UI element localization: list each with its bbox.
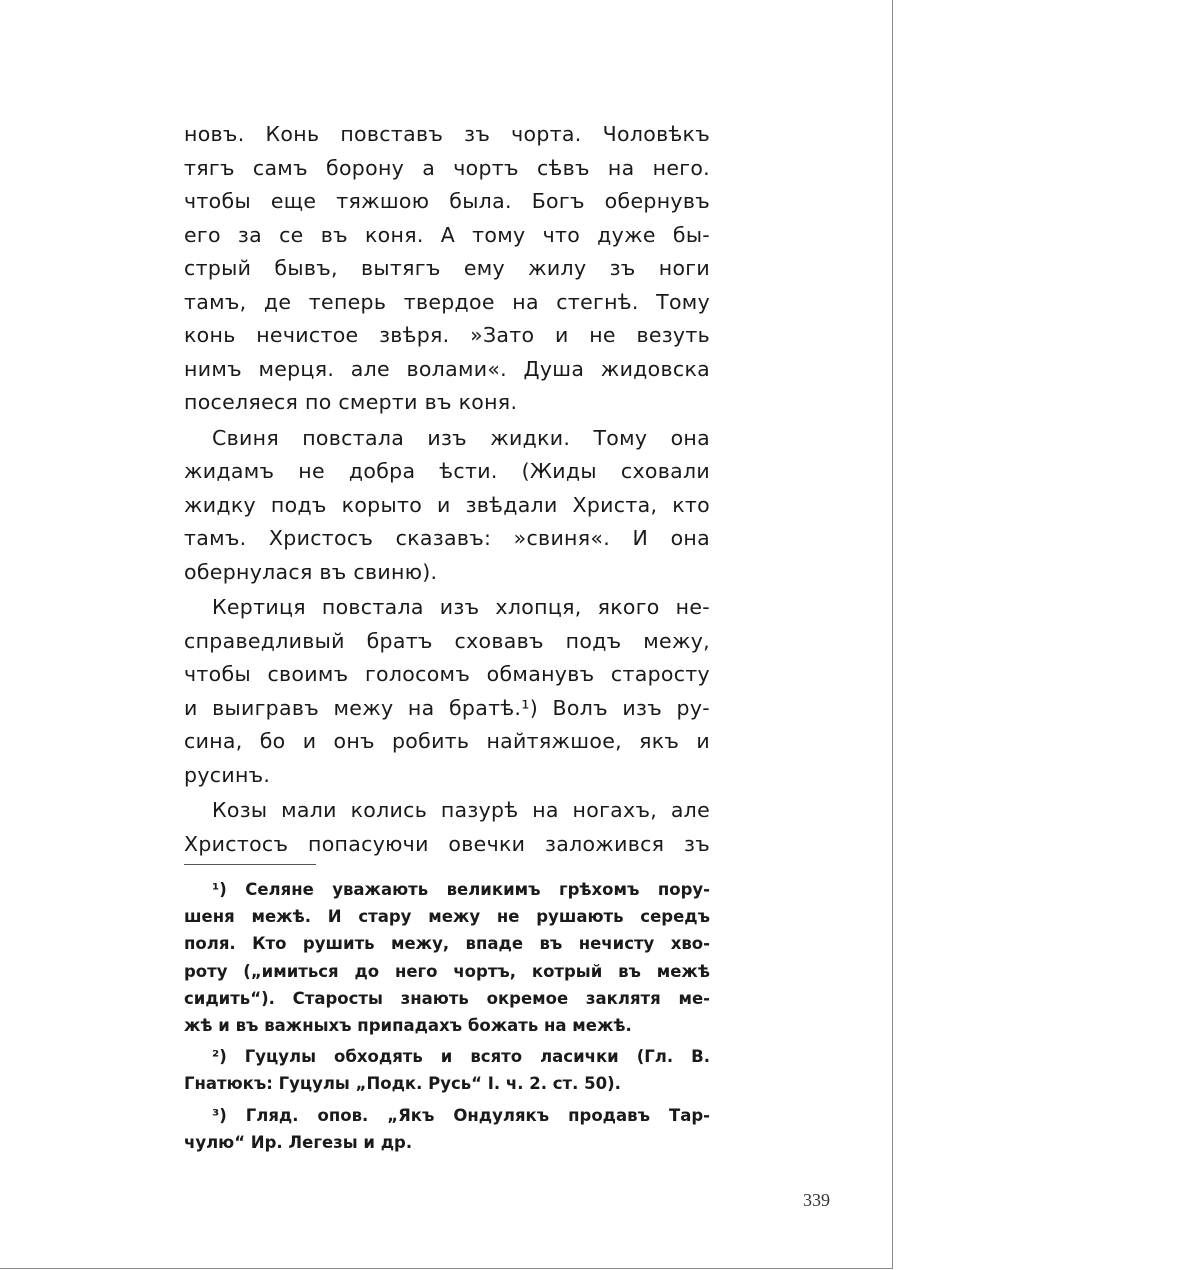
footnote-line: ³) Гляд. опов. „Якъ Ондулякъ продавъ Тар- <box>212 1105 710 1125</box>
body-line: справедливый братъ сховавъ подъ межу, <box>184 628 710 653</box>
body-line: нимъ мерця. але волами«. Душа жидовска <box>184 356 710 381</box>
body-text <box>184 118 710 861</box>
footnote-line: сидить“). Старосты знають окремое заклятя ме- <box>184 988 710 1008</box>
body-line: новъ. Конь повставъ зъ чорта. Чоловѣкъ <box>184 122 710 146</box>
body-line: стрый бывъ, вытягъ ему жилу зъ ноги <box>184 256 710 280</box>
footnote-line: роту („имиться до него чортъ, котрый въ межѣ <box>184 961 710 981</box>
footnote-line: шеня межѣ. И стару межу не рушають середъ <box>184 907 710 927</box>
body-line: Христосъ попасуючи овечки заложився зъ <box>184 831 710 856</box>
body-line: чтобы своимъ голосомъ обманувъ старосту <box>184 662 710 686</box>
footnote-separator <box>184 864 316 865</box>
page-number: 339 <box>803 1190 830 1210</box>
body-line: Кертиця повстала изъ хлопця, якого не- <box>212 595 710 619</box>
footnote-line: Гнатюкъ: Гуцулы „Подк. Русь“ I. ч. 2. ст. 50). <box>184 1074 621 1094</box>
body-line: Свиня повстала изъ жидки. Тому она <box>212 425 710 450</box>
body-line: русинъ. <box>184 762 271 787</box>
footnote-line: поля. Кто рушить межу, впаде въ нечисту хво- <box>184 934 710 954</box>
footnote-line: чулю“ Ир. Легезы и др. <box>184 1132 413 1152</box>
body-line: поселяеся по смерти въ коня. <box>184 390 518 414</box>
body-line: тамъ, де теперь твердое на стегнѣ. Тому <box>184 289 710 314</box>
body-line: тамъ. Христосъ сказавъ: »свиня«. И она <box>184 526 710 550</box>
body-line: его за се въ коня. А тому что дуже бы- <box>184 222 710 247</box>
footnote-line: жѣ и въ важныхъ припадахъ божать на межѣ. <box>184 1015 632 1035</box>
body-line: обернулася въ свиню). <box>184 559 438 584</box>
body-line: жидку подъ корыто и звѣдали Христа, кто <box>184 492 710 517</box>
body-line: конь нечистое звѣря. »Зато и не везуть <box>184 323 710 347</box>
body-line: жидамъ не добра ѣсти. (Жиды сховали <box>184 459 710 483</box>
body-line: сина, бо и онъ робить найтяжшое, якъ и <box>184 729 710 753</box>
footnote-line: ²) Гуцулы обходять и всято ласички (Гл. В. <box>212 1047 710 1067</box>
body-line: и выигравъ межу на братѣ.¹) Волъ изъ ру- <box>184 695 710 720</box>
footnotes <box>184 876 710 1156</box>
body-line: тягъ самъ борону а чортъ сѣвъ на него. <box>184 155 710 180</box>
body-line: Козы мали колись пазурѣ на ногахъ, але <box>212 798 710 822</box>
body-line: чтобы еще тяжшою была. Богъ обернувъ <box>184 189 710 213</box>
footnote-line: ¹) Селяне уважають великимъ грѣхомъ пору- <box>212 880 710 899</box>
